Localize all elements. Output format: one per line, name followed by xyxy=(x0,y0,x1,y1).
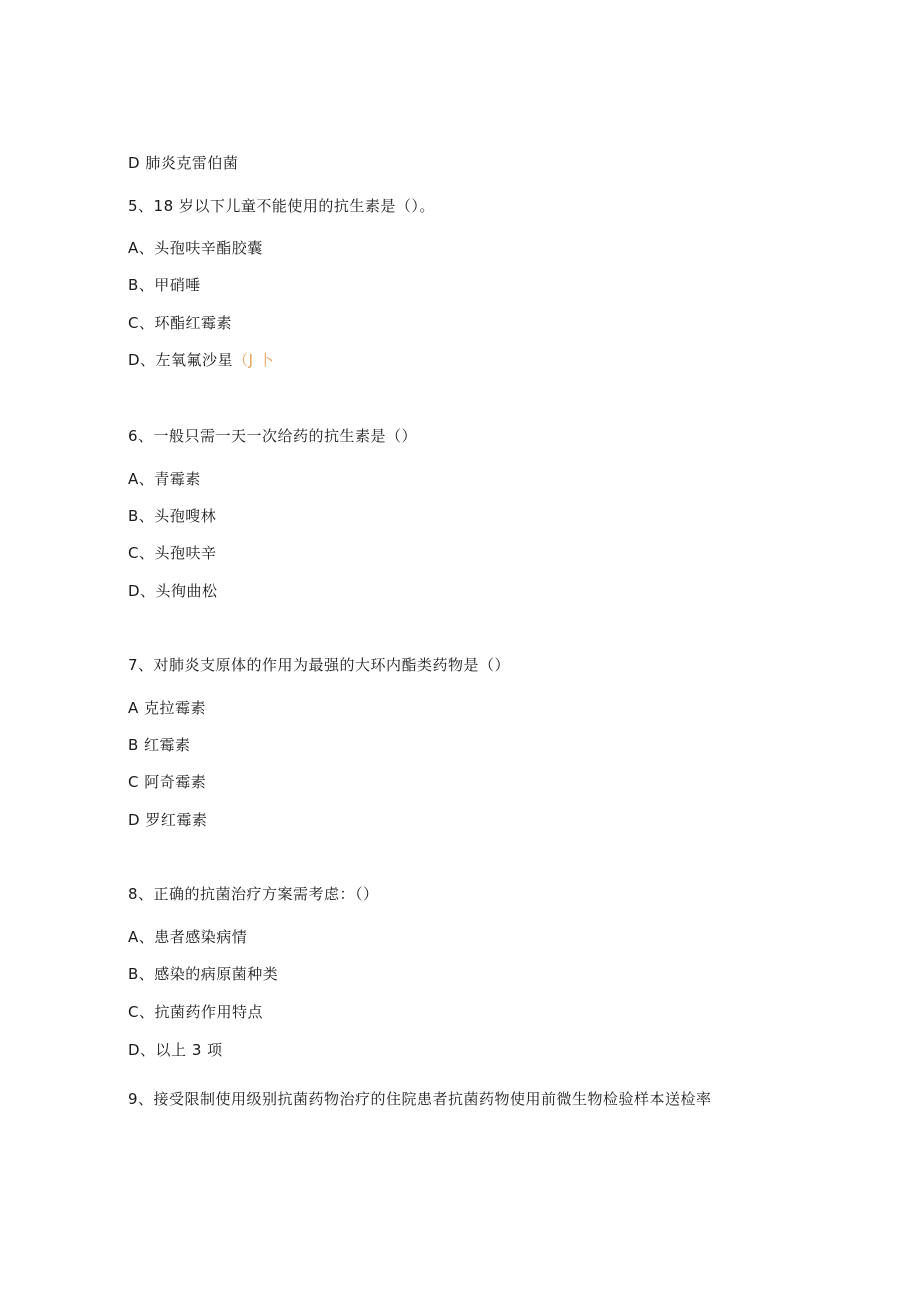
option-5d: D、左氧氟沙星 xyxy=(128,351,234,369)
handwritten-mark: （J 卜 xyxy=(233,351,275,369)
option-6d: D、头徇曲松 xyxy=(128,582,218,600)
option-5b: B、甲硝唾 xyxy=(128,276,201,294)
option-6b: B、头孢嗖林 xyxy=(128,507,217,525)
question-6: 6、一般只需一天一次给药的抗生素是（） xyxy=(128,427,418,445)
option-8c: C、抗菌药作用特点 xyxy=(128,1003,263,1021)
option-4d: D 肺炎克雷伯菌 xyxy=(128,154,239,172)
question-7: 7、对肺炎支原体的作用为最强的大环内酯类药物是（） xyxy=(128,656,511,674)
option-8a: A、患者感染病情 xyxy=(128,928,248,946)
option-5a: A、头孢呋辛酯胶囊 xyxy=(128,239,263,257)
question-9: 9、接受限制使用级别抗菌药物治疗的住院患者抗菌药物使用前微生物检验样本送检率 xyxy=(128,1090,712,1108)
option-7a: A 克拉霉素 xyxy=(128,699,207,717)
option-8d: D、以上 3 项 xyxy=(128,1041,223,1059)
option-6c: C、头孢呋辛 xyxy=(128,544,217,562)
option-7c: C 阿奇霉素 xyxy=(128,773,207,791)
question-5: 5、18 岁以下儿童不能使用的抗生素是（）。 xyxy=(128,197,435,215)
option-8b: B、感染的病原菌种类 xyxy=(128,965,279,983)
question-8: 8、正确的抗菌治疗方案需考虑：（） xyxy=(128,885,379,903)
option-5c: C、环酯红霉素 xyxy=(128,314,232,332)
option-7d: D 罗红霉素 xyxy=(128,811,208,829)
option-7b: B 红霉素 xyxy=(128,736,191,754)
option-6a: A、青霉素 xyxy=(128,470,201,488)
option-5d-row xyxy=(128,350,274,370)
